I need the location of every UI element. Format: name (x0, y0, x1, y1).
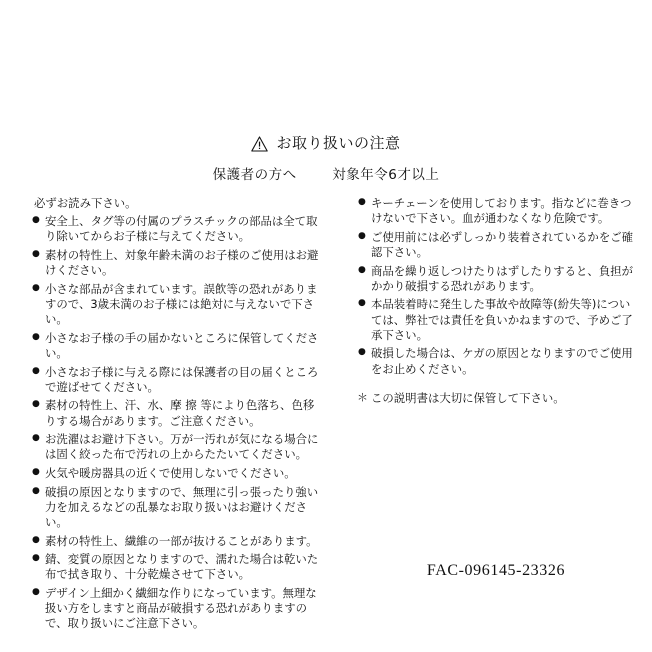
list-item: ● 破損した場合は、ケガの原因となりますのでご使用をお止めください。 (358, 346, 634, 376)
list-item: ● 素材の特性上、汗、水、摩 擦 等により色落ち、色移りする場合があります。ご注意ください。 (32, 398, 322, 428)
right-column (358, 196, 634, 417)
subheading (0, 163, 652, 183)
list-item: ● 小さなお子様の手の届かないところに保管してください。 (32, 331, 322, 361)
list-item: ● 安全上、タグ等の付属のプラスチックの部品は全て取り除いてからお子様に与えてください。 (32, 214, 322, 244)
page-title (0, 132, 652, 153)
list-item: ● 火気や暖房器具の近くで使用しないでください。 (32, 466, 322, 481)
document-code: FAC-096145-23326 (426, 562, 566, 579)
list-item: ● 本品装着時に発生した事故や故障等(紛失等)については、弊社では責任を負いかねますので、予めご了承下さい。 (358, 297, 634, 342)
page-title-text: お取り扱いの注意 (276, 134, 401, 152)
left-column-list (32, 214, 322, 631)
list-item: ● 素材の特性上、対象年齢未満のお子様のご使用はお避けください。 (32, 248, 322, 278)
list-item: ● 商品を繰り返しつけたりはずしたりすると、負担がかかり破損する恐れがあります。 (358, 264, 634, 294)
list-item: ● 小さなお子様に与える際には保護者の目の届くところで遊ばせてください。 (32, 365, 322, 395)
left-column-lead: 必ずお読み下さい。 (34, 196, 137, 210)
list-item: ● 錆、変質の原因となりますので、濡れた場合は乾いた布で拭き取り、十分乾燥させて下さい。 (32, 552, 322, 582)
right-column-list (358, 196, 634, 377)
guardian-label: 保護者の方へ (212, 167, 297, 183)
list-item: ● デザイン上細かく繊細な作りになっています。無理な扱い方をしますと商品が破損する恐れがありますので、取り扱いにご注意下さい。 (32, 586, 322, 631)
list-item: ● キーチェーンを使用しております。指などに巻きつけないで下さい。血が通わなくなり危険です。 (358, 196, 634, 226)
list-item: ● 小さな部品が含まれています。誤飲等の恐れがありますので、3歳未満のお子様には絶対に与えないで下さい。 (32, 282, 322, 327)
list-item: ● 破損の原因となりますので、無理に引っ張ったり強い力を加えるなどの乱暴なお取り扱いはお避けください。 (32, 485, 322, 530)
list-item: ● お洗濯はお避け下さい。万が一汚れが気になる場合には固く絞った布で汚れの上からたたいてください。 (32, 432, 322, 462)
left-column (32, 196, 322, 635)
list-item: ● 素材の特性上、繊維の一部が抜けることがあります。 (32, 534, 322, 549)
age-label: 対象年令6才以上 (332, 167, 440, 183)
warning-triangle-icon (251, 136, 268, 152)
list-item: ● ご使用前には必ずしっかり装着されているかをご確認下さい。 (358, 230, 634, 260)
storage-note: ＊ この説明書は大切に保管して下さい。 (358, 391, 634, 406)
